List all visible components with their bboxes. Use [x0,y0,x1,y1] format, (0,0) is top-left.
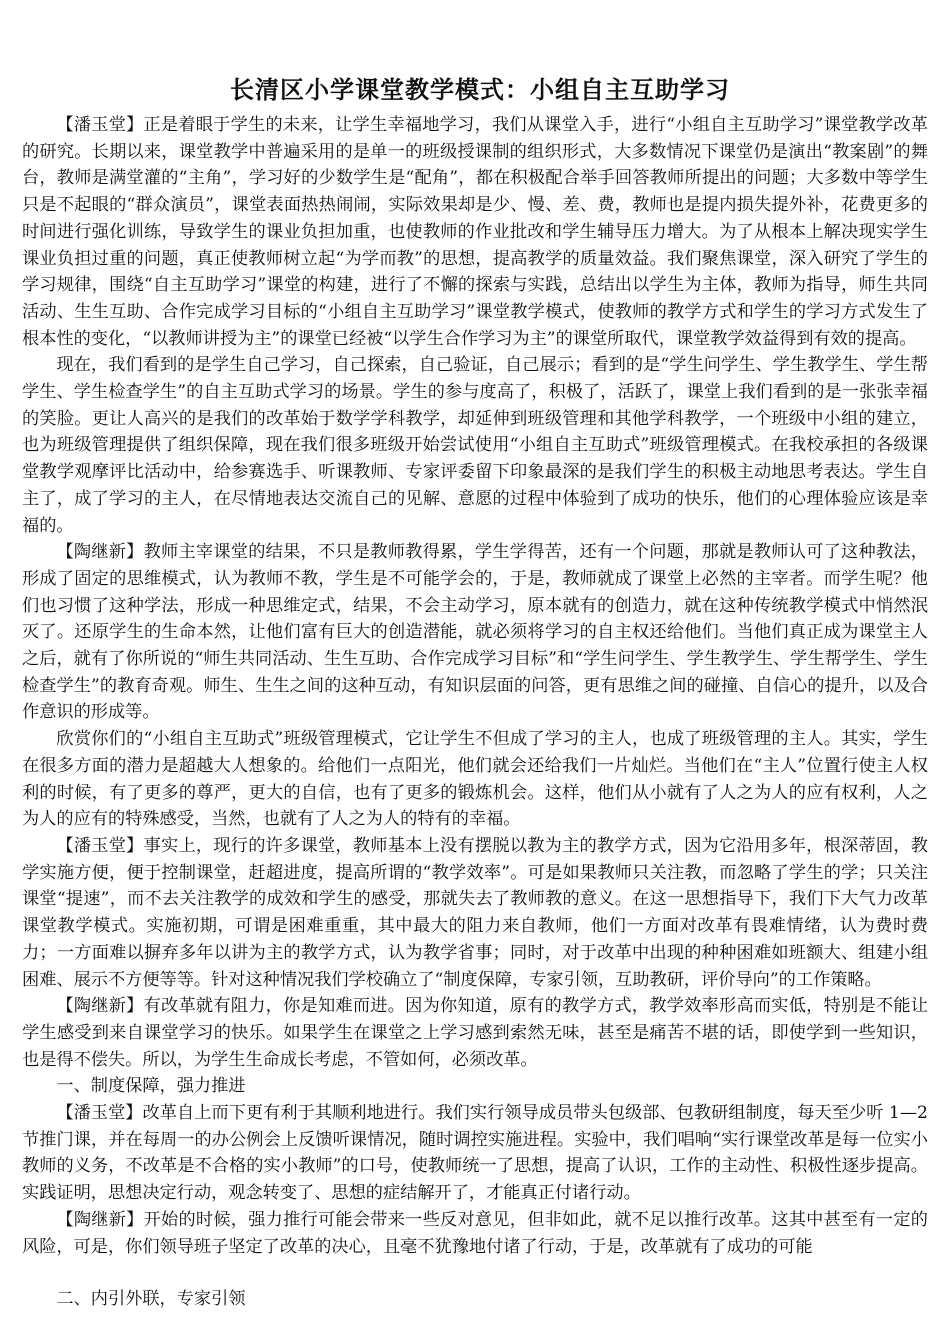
paragraph-6: 【陶继新】有改革就有阻力，你是知难而进。因为你知道，原有的教学方式，教学效率形高而实低，特别是不能让学生感受到来自课堂学习的快乐。如果学生在课堂之上学习感到索然无味，甚至是痛苦不堪的话，即使学到一些知识，也是得不偿失。所以，为学生生命成长考虑，不管如何，必须改革。 [22,996,928,1070]
section-heading-1: 一、制度保障，强力推进 [56,1076,246,1097]
section-heading-2: 二、内引外联，专家引领 [56,1289,246,1310]
document-title: 长清区小学课堂教学模式：小组自主互助学习 [230,75,730,104]
paragraph-5: 【潘玉堂】事实上，现行的许多课堂，教师基本上没有摆脱以教为主的教学方式，因为它沿用多年，根深蒂固，教学实施方便，便于控制课堂，赶超进度，提高所谓的“教学效率”。可是如果教师只关注教，而忽略了学生的学；只关注课堂“提速”，而不去关注教学的成效和学生的感受，那就失去了教师教的意义。在这一思想指导下，我们下大气力改革课堂教学模式。实施初期，可谓是困难重重，其中最大的阻力来自教师，他们一方面对改革有畏难情绪，认为费时费力；一方面难以摒弃多年以讲为主的教学方式，认为教学省事；同时，对于改革中出现的种种困难如班额大、组建小组困难、展示不方便等等。针对这种情况我们学校确立了“制度保障，专家引领，互助教研，评价导向”的工作策略。 [22,835,928,990]
paragraph-2: 现在，我们看到的是学生自己学习，自己探索，自己验证，自己展示；看到的是“学生问学生、学生教学生、学生帮学生、学生检查学生”的自主互助式学习的场景。学生的参与度高了，积极了，活跃了，课堂上我们看到的是一张张幸福的笑脸。更让人高兴的是我们的改革始于数学学科教学，却延伸到班级管理和其他学科教学，一个班级中小组的建立，也为班级管理提供了组织保障，现在我们很多班级开始尝试使用“小组自主互助式”班级管理模式。在我校承担的各级课堂教学观摩评比活动中，给参赛选手、听课教师、专家评委留下印象最深的是我们学生的积极主动地思考表达。学生自主了，成了学习的主人，在尽情地表达交流自己的见解、意愿的过程中体验到了成功的快乐，他们的心理体验应该是幸福的。 [22,355,928,536]
paragraph-8: 【陶继新】开始的时候，强力推行可能会带来一些反对意见，但非如此，就不足以推行改革。这其中甚至有一定的风险，可是，你们领导班子坚定了改革的决心，且毫不犹豫地付诸了行动，于是，改革就有了成功的可能 [22,1209,928,1257]
paragraph-7: 【潘玉堂】改革自上而下更有利于其顺利地进行。我们实行领导成员带头包级部、包教研组制度，每天至少听 1—2 节推门课，并在每周一的办公例会上反馈听课情况，随时调控实施进程。实验中，我们唱响“实行课堂改革是每一位实小教师的义务，不改革是不合格的实小教师”的口号，使教师统一了思想，提高了认识，工作的主动性、积极性逐步提高。实践证明，思想决定行动，观念转变了、思想的症结解开了，才能真正付诸行动。 [22,1103,928,1204]
paragraph-1: 【潘玉堂】正是着眼于学生的未来，让学生幸福地学习，我们从课堂入手，进行“小组自主互助学习”课堂教学改革的研究。长期以来，课堂教学中普遍采用的是单一的班级授课制的组织形式，大多数情况下课堂仍是演出“教案剧”的舞台，教师是满堂灌的“主角”，学习好的少数学生是“配角”，都在积极配合举手回答教师所提出的问题；大多数中等学生只是不起眼的“群众演员”，课堂表面热热闹闹，实际效果却是少、慢、差、费，教师也是提内损失提外补，花费更多的时间进行强化训练，导致学生的课业负担加重，也使教师的作业批改和学生辅导压力增大。为了从根本上解决现实学生课业负担过重的问题，真正使教师树立起“为学而教”的思想，提高教学的质量效益。我们聚焦课堂，深入研究了学生的学习规律，围绕“自主互助学习”课堂的构建，进行了不懈的探索与实践，总结出以学生为主体，教师为指导，师生共同活动、生生互助、合作完成学习目标的“小组自主互助学习”课堂教学模式，使教师的教学方式和学生的学习方式发生了根本性的变化，“以教师讲授为主”的课堂已经被“以学生合作学习为主”的课堂所取代，课堂教学效益得到有效的提高。 [22,115,928,349]
paragraph-4: 欣赏你们的“小组自主互助式”班级管理模式，它让学生不但成了学习的主人，也成了班级管理的主人。其实，学生在很多方面的潜力是超越大人想象的。给他们一点阳光，他们就会还给我们一片灿烂。当他们在“主人”位置行使主人权利的时候，有了更多的尊严，更大的自信，也有了更多的锻炼机会。这样，他们从小就有了人之为人的应有权利，人之为人的应有的特殊感受，当然，也就有了人之为人的特有的幸福。 [22,729,928,830]
paragraph-3: 【陶继新】教师主宰课堂的结果，不只是教师教得累，学生学得苦，还有一个问题，那就是教师认可了这种教法，形成了固定的思维模式，认为教师不教，学生是不可能学会的，于是，教师就成了课堂上必然的主宰者。而学生呢？他们也习惯了这种学法，形成一种思维定式，结果，不会主动学习，原本就有的创造力，就在这种传统教学模式中悄然泯灭了。还原学生的生命本然，让他们富有巨大的创造潜能，就必须将学习的自主权还给他们。当他们真正成为课堂主人之后，就有了你所说的“师生共同活动、生生互助、合作完成学习目标”和“学生问学生、学生教学生、学生帮学生、学生检查学生”的教育奇观。师生、生生之间的这种互动，有知识层面的问答，更有思维之间的碰撞、自信心的提升，以及合作意识的形成等。 [22,542,928,723]
